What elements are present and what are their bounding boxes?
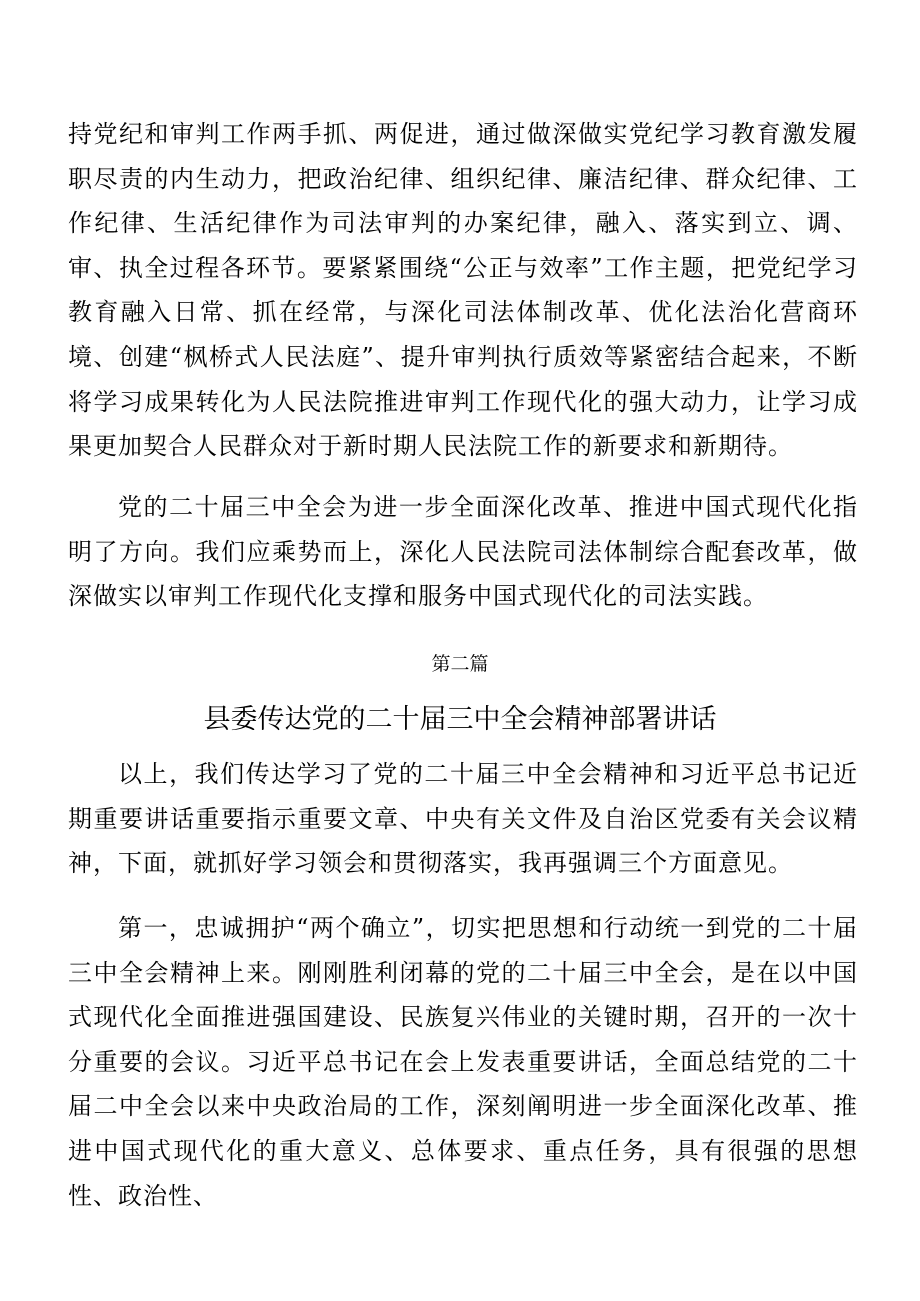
section-label: 第二篇: [431, 653, 489, 675]
document-title: 县委传达党的二十届三中全会精神部署讲话: [203, 704, 717, 735]
body-paragraph: 党的二十届三中全会为进一步全面深化改革、推进中国式现代化指明了方向。我们应乘势而上，深化人民法院司法体制综合配套改革，做深做实以审判工作现代化支撑和服务中国式现代化的司法实践。: [68, 493, 858, 611]
body-paragraph: 持党纪和审判工作两手抓、两促进，通过做深做实党纪学习教育激发履职尽责的内生动力，把政治纪律、组织纪律、廉洁纪律、群众纪律、工作纪律、生活纪律作为司法审判的办案纪律，融入、落实到立、调、审、执全过程各环节。要紧紧围绕“公正与效率”工作主题，把党纪学习教育融入日常、抓在经常，与深化司法体制改革、优化法治化营商环境、创建“枫桥式人民法庭”、提升审判执行质效等紧密结合起来，不断将学习成果转化为人民法院推进审判工作现代化的强大动力，让学习成果更加契合人民群众对于新时期人民法院工作的新要求和新期待。: [68, 120, 858, 461]
body-paragraph: 第一，忠诚拥护“两个确立”，切实把思想和行动统一到党的二十届三中全会精神上来。刚刚胜利闭幕的党的二十届三中全会，是在以中国式现代化全面推进强国建设、民族复兴伟业的关键时期，召开的一次十分重要的会议。习近平总书记在会上发表重要讲话，全面总结党的二十届二中全会以来中央政治局的工作，深刻阐明进一步全面深化改革、推进中国式现代化的重大意义、总体要求、重点任务，具有很强的思想性、政治性、: [68, 914, 858, 1210]
body-paragraph: 以上，我们传达学习了党的二十届三中全会精神和习近平总书记近期重要讲话重要指示重要文章、中央有关文件及自治区党委有关会议精神，下面，就抓好学习领会和贯彻落实，我再强调三个方面意见。: [68, 760, 858, 878]
